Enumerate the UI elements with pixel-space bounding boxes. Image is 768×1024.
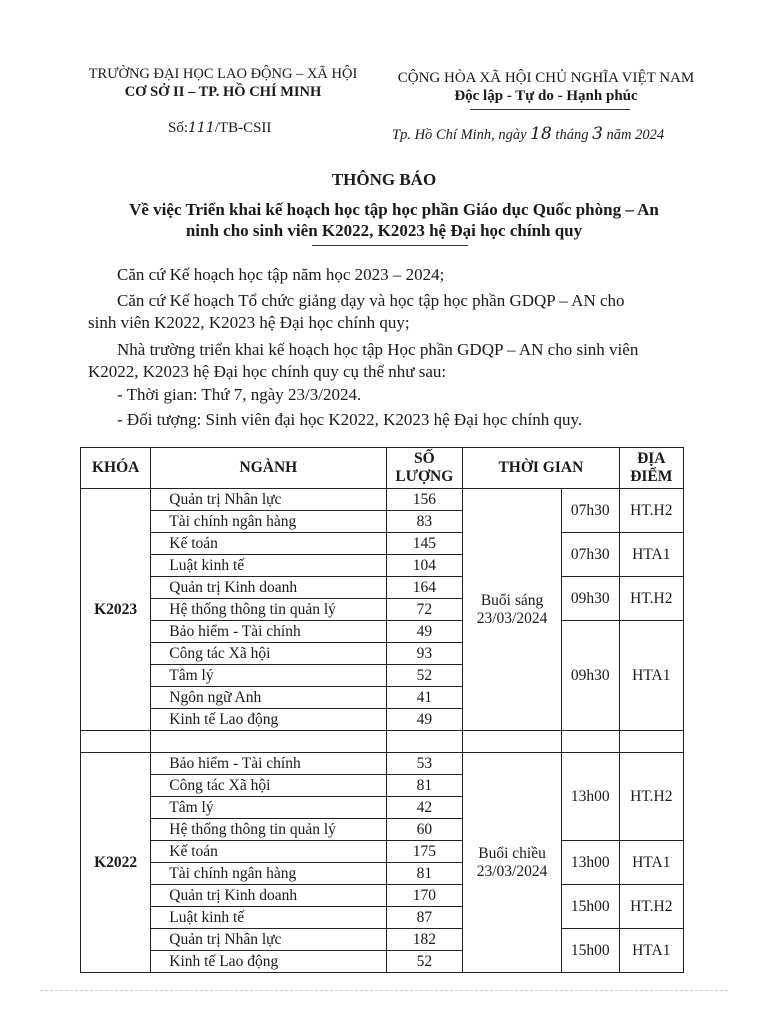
count-cell: 87 <box>386 907 463 929</box>
doc-date <box>392 124 664 144</box>
nation-title: CỘNG HÒA XÃ HỘI CHỦ NGHĨA VIỆT NAM <box>397 70 695 86</box>
count-cell: 52 <box>386 951 463 973</box>
header-dia-diem-2: ĐIỂM <box>630 468 673 485</box>
header-dia-diem-1: ĐỊA <box>637 450 666 467</box>
table-row <box>81 841 684 863</box>
header-so-luong-2: LƯỢNG <box>395 468 454 485</box>
major-cell: Bảo hiểm - Tài chính <box>151 621 386 643</box>
spacer-cell <box>151 731 386 753</box>
doc-number <box>168 120 271 137</box>
doc-number-suffix: /TB-CSII <box>214 120 272 136</box>
header-dia-diem <box>619 448 683 489</box>
paragraph-basis-2a: Căn cứ Kế hoạch Tổ chức giảng dạy và học tập học phần GDQP – AN cho <box>117 291 625 310</box>
time-cell: 15h00 <box>562 885 620 929</box>
time-cell: 07h30 <box>562 533 620 577</box>
count-cell: 81 <box>386 775 463 797</box>
session-k2023-label: Buổi sáng <box>480 591 544 609</box>
doc-number-prefix: Số: <box>168 120 189 136</box>
header-so-luong <box>386 448 463 489</box>
major-cell: Quản trị Nhân lực <box>151 929 386 951</box>
paragraph-target: - Đối tượng: Sinh viên đại học K2022, K2023 hệ Đại học chính quy. <box>117 410 583 429</box>
nation-motto: Độc lập - Tự do - Hạnh phúc <box>454 88 638 104</box>
table-row <box>81 533 684 555</box>
major-cell: Kinh tế Lao động <box>151 709 386 731</box>
motto-underline <box>470 109 630 110</box>
cohort-k2022: K2022 <box>81 753 151 973</box>
time-cell: 13h00 <box>562 753 620 841</box>
cohort-k2023: K2023 <box>81 489 151 731</box>
header-so-luong-1: SỐ <box>413 450 435 467</box>
count-cell: 53 <box>386 753 463 775</box>
count-cell: 49 <box>386 709 463 731</box>
count-cell: 145 <box>386 533 463 555</box>
count-cell: 83 <box>386 511 463 533</box>
major-cell: Kinh tế Lao động <box>151 951 386 973</box>
count-cell: 93 <box>386 643 463 665</box>
count-cell: 182 <box>386 929 463 951</box>
major-cell: Kế toán <box>151 841 386 863</box>
major-cell: Công tác Xã hội <box>151 643 386 665</box>
count-cell: 49 <box>386 621 463 643</box>
time-cell: 15h00 <box>562 929 620 973</box>
time-cell: 09h30 <box>562 577 620 621</box>
location-cell: HT.H2 <box>619 489 683 533</box>
paragraph-plan-b: K2022, K2023 hệ Đại học chính quy cụ thể như sau: <box>88 362 447 381</box>
date-year: năm 2024 <box>606 127 665 143</box>
count-cell: 42 <box>386 797 463 819</box>
header-thoi-gian: THỜI GIAN <box>463 448 619 489</box>
major-cell: Luật kinh tế <box>151 907 386 929</box>
count-cell: 81 <box>386 863 463 885</box>
date-month-label: tháng <box>555 127 589 143</box>
date-day: 18 <box>530 124 552 144</box>
major-cell: Quản trị Kinh doanh <box>151 577 386 599</box>
spacer-cell <box>463 731 562 753</box>
table-row <box>81 621 684 643</box>
title-rule <box>312 245 468 246</box>
date-month: 3 <box>592 124 603 144</box>
table-row <box>81 577 684 599</box>
paragraph-basis-2b: sinh viên K2022, K2023 hệ Đại học chính quy; <box>88 313 410 332</box>
paragraph-plan-a: Nhà trường triển khai kế hoạch học tập Học phần GDQP – AN cho sinh viên <box>117 340 639 359</box>
scan-edge-line <box>40 990 728 991</box>
session-k2022-date: 23/03/2024 <box>476 862 548 880</box>
paragraph-basis-1: Căn cứ Kế hoạch học tập năm học 2023 – 2024; <box>117 265 445 284</box>
location-cell: HTA1 <box>619 929 683 973</box>
major-cell: Tài chính ngân hàng <box>151 511 386 533</box>
doc-title: THÔNG BÁO <box>331 170 437 189</box>
count-cell: 72 <box>386 599 463 621</box>
table-spacer-row <box>81 731 684 753</box>
count-cell: 41 <box>386 687 463 709</box>
count-cell: 164 <box>386 577 463 599</box>
date-prefix: Tp. Hồ Chí Minh, ngày <box>392 127 527 143</box>
major-cell: Tâm lý <box>151 665 386 687</box>
org-branch: CƠ SỞ II – TP. HỒ CHÍ MINH <box>124 84 322 100</box>
session-k2023 <box>463 489 562 731</box>
doc-subject-line2: ninh cho sinh viên K2022, K2023 hệ Đại học chính quy <box>185 221 583 240</box>
paragraph-time: - Thời gian: Thứ 7, ngày 23/3/2024. <box>117 385 362 404</box>
count-cell: 60 <box>386 819 463 841</box>
count-cell: 52 <box>386 665 463 687</box>
spacer-cell <box>562 731 620 753</box>
table-row <box>81 489 684 511</box>
time-cell: 09h30 <box>562 621 620 731</box>
header-nganh: NGÀNH <box>151 448 386 489</box>
location-cell: HTA1 <box>619 533 683 577</box>
location-cell: HTA1 <box>619 841 683 885</box>
major-cell: Hệ thống thông tin quản lý <box>151 599 386 621</box>
spacer-cell <box>619 731 683 753</box>
major-cell: Quản trị Kinh doanh <box>151 885 386 907</box>
count-cell: 104 <box>386 555 463 577</box>
major-cell: Kế toán <box>151 533 386 555</box>
time-cell: 13h00 <box>562 841 620 885</box>
location-cell: HT.H2 <box>619 885 683 929</box>
major-cell: Quản trị Nhân lực <box>151 489 386 511</box>
table-row <box>81 753 684 775</box>
table-header-row <box>81 448 684 489</box>
major-cell: Công tác Xã hội <box>151 775 386 797</box>
location-cell: HT.H2 <box>619 753 683 841</box>
time-cell: 07h30 <box>562 489 620 533</box>
org-name: TRƯỜNG ĐẠI HỌC LAO ĐỘNG – XÃ HỘI <box>88 66 358 82</box>
count-cell: 175 <box>386 841 463 863</box>
count-cell: 156 <box>386 489 463 511</box>
major-cell: Luật kinh tế <box>151 555 386 577</box>
header-khoa: KHÓA <box>81 448 151 489</box>
major-cell: Bảo hiểm - Tài chính <box>151 753 386 775</box>
major-cell: Hệ thống thông tin quản lý <box>151 819 386 841</box>
spacer-cell <box>81 731 151 753</box>
spacer-cell <box>386 731 463 753</box>
major-cell: Tâm lý <box>151 797 386 819</box>
session-k2022-label: Buổi chiều <box>478 844 546 862</box>
table-row <box>81 885 684 907</box>
table-row <box>81 929 684 951</box>
session-k2023-date: 23/03/2024 <box>476 609 548 627</box>
doc-number-handwritten: 111 <box>188 120 215 136</box>
schedule-table <box>80 447 684 973</box>
location-cell: HTA1 <box>619 621 683 731</box>
session-k2022 <box>463 753 562 973</box>
doc-subject-line1: Về việc Triển khai kế hoạch học tập học phần Giáo dục Quốc phòng – An <box>129 200 659 219</box>
major-cell: Ngôn ngữ Anh <box>151 687 386 709</box>
major-cell: Tài chính ngân hàng <box>151 863 386 885</box>
count-cell: 170 <box>386 885 463 907</box>
location-cell: HT.H2 <box>619 577 683 621</box>
